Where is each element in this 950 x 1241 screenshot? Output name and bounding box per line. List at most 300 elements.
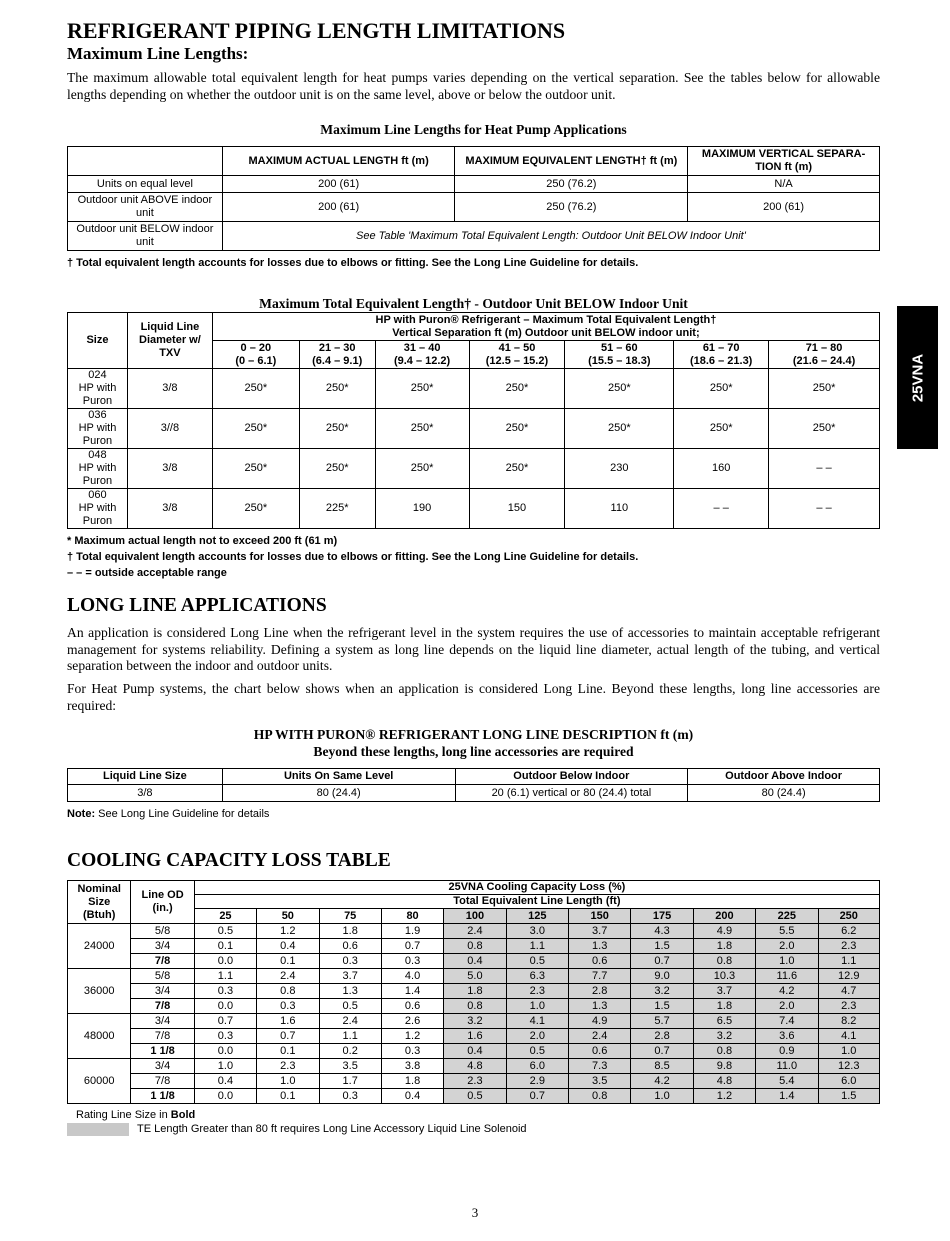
cooling-value-cell: 1.3 [569, 999, 631, 1014]
cooling-value-cell: 4.2 [756, 984, 818, 999]
long-line-note-text: See Long Line Guideline for details [95, 808, 270, 821]
cooling-od-cell: 1 1/8 [131, 1089, 194, 1104]
cooling-value-cell: 0.4 [257, 939, 319, 954]
table2-value-cell: 250* [375, 449, 469, 489]
cooling-value-cell: 0.3 [194, 984, 256, 999]
cooling-length-header: 50 [257, 909, 319, 924]
table1-see-table-cell: See Table 'Maximum Total Equivalent Length: Outdoor Unit BELOW Indoor Unit' [222, 222, 879, 251]
cooling-value-cell: 4.1 [506, 1014, 568, 1029]
cooling-value-cell: 1.1 [319, 1029, 381, 1044]
table1-header: MAXIMUM ACTUAL LENGTH ft (m) [222, 147, 455, 176]
cooling-od-cell: 3/4 [131, 984, 194, 999]
table2-value-cell: – – [769, 449, 880, 489]
long-line-cell: 80 (24.4) [222, 785, 455, 802]
cooling-value-cell: 1.7 [319, 1074, 381, 1089]
long-line-header: Outdoor Below Indoor [455, 769, 688, 785]
table2-row [68, 369, 880, 409]
cooling-value-cell: 0.8 [257, 984, 319, 999]
cooling-value-cell: 8.2 [818, 1014, 880, 1029]
cooling-value-cell: 8.5 [631, 1059, 693, 1074]
long-line-cell: 20 (6.1) vertical or 80 (24.4) total [455, 785, 688, 802]
cooling-value-cell: 3.7 [693, 984, 755, 999]
cooling-value-cell: 0.8 [444, 939, 506, 954]
cooling-group-header: 25VNA Cooling Capacity Loss (%) [194, 881, 879, 895]
table1-cell: 250 (76.2) [455, 193, 688, 222]
cooling-value-cell: 0.6 [569, 1044, 631, 1059]
table2-size-cell [68, 409, 128, 449]
cooling-value-cell: 0.4 [194, 1074, 256, 1089]
cooling-value-cell: 0.4 [444, 1044, 506, 1059]
cooling-value-cell: 0.9 [756, 1044, 818, 1059]
cooling-value-cell: 1.8 [693, 999, 755, 1014]
long-line-caption-1: HP WITH PURON® REFRIGERANT LONG LINE DESCRIPTION ft (m) [253, 727, 694, 743]
table2-caption: Maximum Total Equivalent Length† - Outdoor Unit BELOW Indoor Unit [259, 296, 688, 312]
table1-corner [68, 147, 223, 176]
table2-liquid-cell: 3//8 [127, 409, 212, 449]
cooling-length-header: 175 [631, 909, 693, 924]
table2-size-cell [68, 369, 128, 409]
cooling-value-cell: 5.4 [756, 1074, 818, 1089]
size-line: 024 [88, 369, 107, 382]
table2-range-header [565, 341, 674, 369]
table2-value-cell: 250* [375, 409, 469, 449]
cooling-capacity-table [67, 880, 880, 1104]
cooling-value-cell: 2.3 [444, 1074, 506, 1089]
table2-liquid-cell: 3/8 [127, 369, 212, 409]
range-m: (0 – 6.1) [235, 354, 277, 367]
range-ft: 31 – 40 [403, 341, 441, 354]
cooling-value-cell: 0.0 [194, 954, 256, 969]
cooling-od-cell: 1 1/8 [131, 1044, 194, 1059]
range-ft: 0 – 20 [240, 341, 272, 354]
shade-legend-text: TE Length Greater than 80 ft requires Long Line Accessory Liquid Line Solenoid [137, 1123, 527, 1136]
cooling-value-cell: 1.0 [818, 1044, 880, 1059]
max-line-length-table [67, 146, 880, 251]
cooling-value-cell: 2.3 [818, 999, 880, 1014]
cooling-value-cell: 4.7 [818, 984, 880, 999]
table2-liquid-cell: 3/8 [127, 489, 212, 529]
cooling-value-cell: 0.7 [194, 1014, 256, 1029]
cooling-value-cell: 4.0 [381, 969, 443, 984]
below-indoor-table [67, 312, 880, 529]
cooling-row [68, 984, 880, 999]
cooling-value-cell: 1.8 [444, 984, 506, 999]
table2-range-header [299, 341, 375, 369]
cooling-value-cell: 2.4 [257, 969, 319, 984]
cooling-value-cell: 5.0 [444, 969, 506, 984]
cooling-row [68, 1014, 880, 1029]
cooling-value-cell: 0.3 [257, 999, 319, 1014]
cooling-value-cell: 1.2 [693, 1089, 755, 1104]
cooling-length-header: 125 [506, 909, 568, 924]
cooling-value-cell: 3.7 [569, 924, 631, 939]
cooling-value-cell: 2.0 [756, 939, 818, 954]
cooling-value-cell: 1.0 [756, 954, 818, 969]
cooling-value-cell: 1.5 [631, 939, 693, 954]
cooling-value-cell: 12.9 [818, 969, 880, 984]
cooling-length-header: 225 [756, 909, 818, 924]
cooling-value-cell: 0.3 [381, 954, 443, 969]
table1-cell: N/A [688, 176, 880, 193]
cooling-value-cell: 0.0 [194, 1044, 256, 1059]
table2-row [68, 489, 880, 529]
table2-range-header [212, 341, 299, 369]
cooling-value-cell: 2.4 [319, 1014, 381, 1029]
range-m: (12.5 – 15.2) [485, 354, 549, 367]
cooling-length-header: 200 [693, 909, 755, 924]
size-line: Puron [82, 515, 113, 528]
cooling-value-cell: 1.4 [381, 984, 443, 999]
cooling-od-cell: 7/8 [131, 1029, 194, 1044]
cooling-value-cell: 0.1 [257, 1044, 319, 1059]
cooling-value-cell: 1.8 [319, 924, 381, 939]
table1-caption: Maximum Line Lengths for Heat Pump Applications [320, 122, 627, 138]
cooling-value-cell: 3.8 [381, 1059, 443, 1074]
range-ft: 71 – 80 [805, 341, 843, 354]
range-ft: 51 – 60 [600, 341, 638, 354]
cooling-value-cell: 0.4 [381, 1089, 443, 1104]
bold-legend [76, 1108, 880, 1122]
table2-value-cell: 250* [375, 369, 469, 409]
cooling-value-cell: 1.0 [631, 1089, 693, 1104]
cooling-value-cell: 12.3 [818, 1059, 880, 1074]
table1-header: MAXIMUM VERTICAL SEPARA- TION ft (m) [688, 147, 880, 176]
cooling-row [68, 924, 880, 939]
cooling-value-cell: 4.1 [818, 1029, 880, 1044]
cooling-row [68, 1044, 880, 1059]
table2-value-cell: 250* [469, 369, 565, 409]
long-line-header: Outdoor Above Indoor [688, 769, 880, 785]
cooling-value-cell: 1.1 [818, 954, 880, 969]
cooling-value-cell: 0.7 [631, 1044, 693, 1059]
table2-range-header [769, 341, 880, 369]
cooling-value-cell: 7.7 [569, 969, 631, 984]
cooling-value-cell: 1.6 [257, 1014, 319, 1029]
cooling-value-cell: 1.8 [381, 1074, 443, 1089]
table2-liquid-cell: 3/8 [127, 449, 212, 489]
cooling-value-cell: 0.5 [506, 954, 568, 969]
cooling-od-cell: 3/4 [131, 1014, 194, 1029]
cooling-value-cell: 0.4 [444, 954, 506, 969]
long-line-paragraph-1: An application is considered Long Line when the refrigerant level in the system requires the use of accessories to maintain acceptable refrigerant management for systems reliability. Defining a system as long line depends on the liquid line diameter, actual length of the tubing, and vertical separation between the indoor and outdoor units. [67, 625, 880, 674]
cooling-size-cell: 48000 [68, 1014, 131, 1059]
cooling-od-cell: 5/8 [131, 969, 194, 984]
table2-value-cell: 160 [674, 449, 769, 489]
cooling-row [68, 1029, 880, 1044]
range-m: (15.5 – 18.3) [588, 354, 651, 367]
cooling-value-cell: 0.7 [631, 954, 693, 969]
table2-value-cell: 225* [299, 489, 375, 529]
range-ft: 21 – 30 [318, 341, 356, 354]
table1-footnote: † Total equivalent length accounts for losses due to elbows or fitting. See the Long Line Guideline for details. [67, 257, 639, 270]
table2-row [68, 409, 880, 449]
cooling-value-cell: 1.1 [506, 939, 568, 954]
table2-value-cell: 250* [769, 369, 880, 409]
cooling-value-cell: 2.0 [756, 999, 818, 1014]
page-title: REFRIGERANT PIPING LENGTH LIMITATIONS [67, 18, 566, 43]
section-subtitle: Maximum Line Lengths: [67, 44, 249, 63]
table2-value-cell: 150 [469, 489, 565, 529]
cooling-value-cell: 1.4 [756, 1089, 818, 1104]
table2-value-cell: 250* [212, 449, 299, 489]
size-line: HP with [78, 502, 117, 515]
cooling-value-cell: 4.9 [693, 924, 755, 939]
cooling-value-cell: 0.2 [319, 1044, 381, 1059]
table2-range-header [469, 341, 565, 369]
cooling-row [68, 1089, 880, 1104]
table2-range-header [674, 341, 769, 369]
cooling-value-cell: 0.6 [381, 999, 443, 1014]
table1-row-label: Outdoor unit ABOVE indoor unit [68, 193, 223, 222]
cooling-length-header: 25 [194, 909, 256, 924]
cooling-value-cell: 9.0 [631, 969, 693, 984]
cooling-value-cell: 2.3 [818, 939, 880, 954]
table1-cell: 200 (61) [688, 193, 880, 222]
cooling-value-cell: 7.4 [756, 1014, 818, 1029]
cooling-value-cell: 0.1 [257, 954, 319, 969]
table1-cell: 250 (76.2) [455, 176, 688, 193]
cooling-length-header: 150 [569, 909, 631, 924]
cooling-value-cell: 0.3 [194, 1029, 256, 1044]
size-line: 048 [88, 449, 107, 462]
cooling-value-cell: 9.8 [693, 1059, 755, 1074]
cooling-value-cell: 4.8 [444, 1059, 506, 1074]
shade-legend [67, 1122, 880, 1136]
cooling-row [68, 1059, 880, 1074]
long-line-cell: 3/8 [68, 785, 223, 802]
cooling-value-cell: 3.2 [693, 1029, 755, 1044]
table2-value-cell: 250* [469, 449, 565, 489]
cooling-value-cell: 1.1 [194, 969, 256, 984]
cooling-value-cell: 3.2 [631, 984, 693, 999]
cooling-length-header: 100 [444, 909, 506, 924]
table2-size-cell [68, 449, 128, 489]
cooling-value-cell: 6.0 [506, 1059, 568, 1074]
table2-value-cell: – – [769, 489, 880, 529]
cooling-value-cell: 1.6 [444, 1029, 506, 1044]
cooling-line-od-header: Line OD (in.) [131, 881, 194, 924]
cooling-value-cell: 1.0 [194, 1059, 256, 1074]
cooling-value-cell: 1.5 [818, 1089, 880, 1104]
table2-range-header [375, 341, 469, 369]
cooling-value-cell: 2.3 [506, 984, 568, 999]
intro-paragraph: The maximum allowable total equivalent length for heat pumps varies depending on the vertical separation. See the tables below for allowable lengths depending on whether the outdoor unit is on the same level, above or below the outdoor unit. [67, 70, 880, 102]
long-line-note-label: Note: [67, 808, 96, 821]
cooling-value-cell: 0.0 [194, 999, 256, 1014]
table2-size-header: Size [68, 313, 128, 369]
cooling-value-cell: 0.6 [319, 939, 381, 954]
cooling-value-cell: 0.5 [319, 999, 381, 1014]
table2-liquid-header: Liquid Line Diameter w/ TXV [127, 313, 212, 369]
cooling-value-cell: 3.2 [444, 1014, 506, 1029]
table2-value-cell: 250* [769, 409, 880, 449]
cooling-value-cell: 1.3 [569, 939, 631, 954]
cooling-value-cell: 3.7 [319, 969, 381, 984]
table2-size-cell [68, 489, 128, 529]
table2-note-actual: * Maximum actual length not to exceed 200 ft (61 m) [67, 535, 338, 548]
long-line-header: Liquid Line Size [68, 769, 223, 785]
cooling-value-cell: 4.2 [631, 1074, 693, 1089]
cooling-value-cell: 3.5 [319, 1059, 381, 1074]
cooling-value-cell: 4.9 [569, 1014, 631, 1029]
range-ft: 41 – 50 [498, 341, 536, 354]
table2-value-cell: 250* [469, 409, 565, 449]
table2-value-cell: – – [674, 489, 769, 529]
cooling-value-cell: 2.9 [506, 1074, 568, 1089]
table2-value-cell: 250* [674, 369, 769, 409]
cooling-value-cell: 0.5 [444, 1089, 506, 1104]
cooling-value-cell: 0.1 [194, 939, 256, 954]
range-m: (18.6 – 21.3) [689, 354, 753, 367]
cooling-heading: COOLING CAPACITY LOSS TABLE [67, 850, 391, 872]
cooling-value-cell: 3.5 [569, 1074, 631, 1089]
cooling-value-cell: 6.5 [693, 1014, 755, 1029]
table2-value-cell: 110 [565, 489, 674, 529]
cooling-od-cell: 5/8 [131, 924, 194, 939]
cooling-row [68, 1074, 880, 1089]
table2-value-cell: 250* [299, 369, 375, 409]
cooling-sub-header: Total Equivalent Line Length (ft) [194, 895, 879, 909]
long-line-note [67, 806, 880, 822]
long-line-paragraph-2: For Heat Pump systems, the chart below shows when an application is considered Long Line. Beyond these lengths, long line accessories are required: [67, 680, 880, 713]
cooling-value-cell: 5.7 [631, 1014, 693, 1029]
cooling-value-cell: 6.2 [818, 924, 880, 939]
cooling-value-cell: 2.4 [444, 924, 506, 939]
cooling-length-header: 250 [818, 909, 880, 924]
cooling-value-cell: 1.2 [381, 1029, 443, 1044]
size-line: Puron [82, 475, 113, 488]
size-line: HP with [78, 422, 117, 435]
table2-group-header-line1: HP with Puron® Refrigerant – Maximum Total Equivalent Length† [375, 313, 717, 326]
size-line: Puron [82, 395, 113, 408]
bold-legend-word: Bold [170, 1109, 196, 1122]
cooling-od-cell: 7/8 [131, 1074, 194, 1089]
cooling-value-cell: 1.2 [257, 924, 319, 939]
cooling-value-cell: 4.8 [693, 1074, 755, 1089]
cooling-value-cell: 0.8 [569, 1089, 631, 1104]
cooling-value-cell: 10.3 [693, 969, 755, 984]
table2-value-cell: 250* [212, 409, 299, 449]
table1-header: MAXIMUM EQUIVALENT LENGTH† ft (m) [455, 147, 688, 176]
table1-row-label: Units on equal level [68, 176, 223, 193]
cooling-value-cell: 1.5 [631, 999, 693, 1014]
cooling-value-cell: 2.3 [257, 1059, 319, 1074]
table2-value-cell: 250* [212, 489, 299, 529]
size-line: Puron [82, 435, 113, 448]
cooling-row [68, 999, 880, 1014]
cooling-value-cell: 0.3 [319, 1089, 381, 1104]
bold-legend-text: Rating Line Size in [76, 1109, 171, 1122]
cooling-value-cell: 1.3 [319, 984, 381, 999]
cooling-value-cell: 2.0 [506, 1029, 568, 1044]
cooling-od-cell: 3/4 [131, 939, 194, 954]
cooling-value-cell: 11.0 [756, 1059, 818, 1074]
cooling-value-cell: 1.8 [693, 939, 755, 954]
cooling-size-cell: 36000 [68, 969, 131, 1014]
cooling-value-cell: 7.3 [569, 1059, 631, 1074]
cooling-value-cell: 1.9 [381, 924, 443, 939]
table2-note-range: – – = outside acceptable range [67, 567, 227, 580]
cooling-value-cell: 0.7 [257, 1029, 319, 1044]
cooling-value-cell: 11.6 [756, 969, 818, 984]
range-m: (9.4 – 12.2) [393, 354, 451, 367]
cooling-value-cell: 0.6 [569, 954, 631, 969]
long-line-heading: LONG LINE APPLICATIONS [67, 595, 327, 617]
cooling-size-cell: 60000 [68, 1059, 131, 1104]
cooling-row [68, 969, 880, 984]
table1-cell: 200 (61) [222, 193, 455, 222]
table2-group-header [212, 313, 879, 341]
side-tab-label: 25VNA [909, 353, 926, 402]
long-line-header: Units On Same Level [222, 769, 455, 785]
cooling-value-cell: 1.0 [257, 1074, 319, 1089]
range-m: (21.6 – 24.4) [792, 354, 856, 367]
cooling-value-cell: 2.8 [631, 1029, 693, 1044]
shade-swatch [67, 1123, 129, 1136]
table1-cell: 200 (61) [222, 176, 455, 193]
table2-value-cell: 230 [565, 449, 674, 489]
range-m: (6.4 – 9.1) [312, 354, 363, 367]
side-tab [897, 306, 938, 449]
cooling-size-cell: 24000 [68, 924, 131, 969]
cooling-row [68, 939, 880, 954]
cooling-value-cell: 0.8 [444, 999, 506, 1014]
size-line: HP with [78, 382, 117, 395]
size-line: 060 [88, 489, 107, 502]
cooling-od-cell: 7/8 [131, 999, 194, 1014]
table2-note-equivalent: † Total equivalent length accounts for losses due to elbows or fitting. See the Long Line Guideline for details. [67, 551, 639, 564]
cooling-value-cell: 6.3 [506, 969, 568, 984]
cooling-value-cell: 2.4 [569, 1029, 631, 1044]
size-line: HP with [78, 462, 117, 475]
long-line-table [67, 768, 880, 802]
cooling-value-cell: 0.8 [693, 1044, 755, 1059]
table2-value-cell: 250* [565, 409, 674, 449]
table1-row-label: Outdoor unit BELOW indoor unit [68, 222, 223, 251]
cooling-value-cell: 3.6 [756, 1029, 818, 1044]
page-content [67, 18, 880, 1136]
cooling-value-cell: 0.1 [257, 1089, 319, 1104]
cooling-value-cell: 4.3 [631, 924, 693, 939]
cooling-value-cell: 0.5 [194, 924, 256, 939]
range-ft: 61 – 70 [702, 341, 740, 354]
table2-value-cell: 250* [674, 409, 769, 449]
table2-value-cell: 250* [299, 449, 375, 489]
cooling-length-header: 80 [381, 909, 443, 924]
table2-row [68, 449, 880, 489]
cooling-od-cell: 7/8 [131, 954, 194, 969]
cooling-value-cell: 1.0 [506, 999, 568, 1014]
cooling-nominal-header: Nominal Size (Btuh) [68, 881, 131, 924]
cooling-row [68, 954, 880, 969]
table2-value-cell: 250* [565, 369, 674, 409]
cooling-value-cell: 6.0 [818, 1074, 880, 1089]
cooling-value-cell: 0.8 [693, 954, 755, 969]
table2-value-cell: 250* [212, 369, 299, 409]
cooling-od-cell: 3/4 [131, 1059, 194, 1074]
cooling-value-cell: 0.7 [381, 939, 443, 954]
cooling-value-cell: 0.0 [194, 1089, 256, 1104]
cooling-value-cell: 2.6 [381, 1014, 443, 1029]
cooling-value-cell: 5.5 [756, 924, 818, 939]
long-line-cell: 80 (24.4) [688, 785, 880, 802]
page-number: 3 [471, 1205, 479, 1220]
cooling-value-cell: 0.7 [506, 1089, 568, 1104]
cooling-value-cell: 2.8 [569, 984, 631, 999]
cooling-value-cell: 0.3 [319, 954, 381, 969]
table2-value-cell: 190 [375, 489, 469, 529]
long-line-caption-2: Beyond these lengths, long line accessories are required [313, 744, 634, 760]
